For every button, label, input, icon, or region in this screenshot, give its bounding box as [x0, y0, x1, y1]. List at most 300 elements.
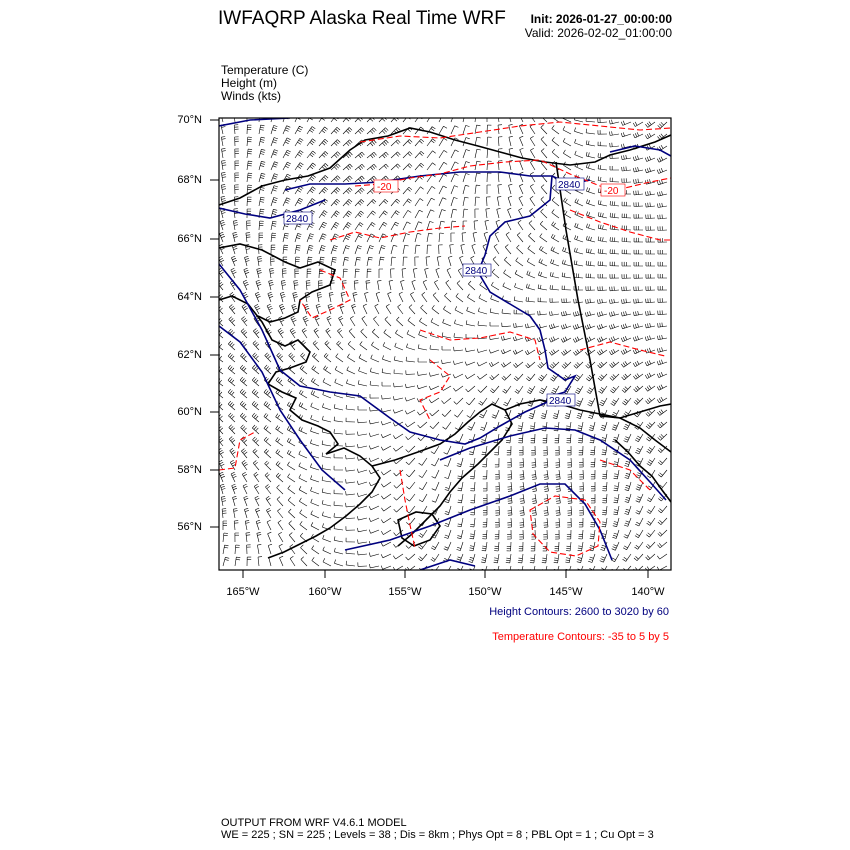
wind-barb — [658, 310, 667, 314]
wind-barb — [444, 542, 451, 550]
wind-barb — [331, 152, 340, 158]
wind-barb — [614, 494, 620, 503]
wind-barb — [613, 518, 619, 527]
wind-barb — [646, 298, 655, 302]
wind-barb — [494, 434, 499, 443]
wind-barb — [645, 156, 655, 161]
wind-barb — [265, 473, 271, 482]
wind-barb — [235, 137, 239, 146]
wind-barb — [379, 152, 388, 158]
wind-barb — [254, 484, 259, 494]
wind-barb — [271, 221, 277, 230]
wind-barb — [323, 547, 331, 554]
temperature-contour-legend: Temperature Contours: -35 to 5 by 5 — [492, 631, 669, 643]
wind-barb — [453, 386, 463, 391]
lat-label: 62°N — [177, 349, 202, 361]
wind-barb — [531, 542, 535, 551]
wind-barb — [591, 470, 595, 479]
wind-barb — [475, 209, 479, 218]
wind-barb — [586, 299, 596, 304]
wind-barb — [549, 324, 559, 329]
wind-barb — [223, 557, 229, 566]
wind-barb — [334, 525, 343, 530]
wind-barb — [483, 506, 487, 515]
wind-barb — [555, 542, 560, 551]
wind-barb — [451, 233, 455, 242]
wind-barb — [646, 410, 655, 416]
wind-barb — [326, 328, 331, 338]
wind-barb — [385, 317, 391, 326]
wind-barb — [257, 268, 262, 278]
wind-barb — [504, 257, 511, 266]
wind-barb — [355, 188, 364, 194]
wind-barb — [406, 494, 415, 501]
wind-barb — [331, 222, 339, 230]
temp-contour-gulf-loop — [530, 496, 600, 556]
wind-barb — [439, 245, 443, 254]
wind-barb — [484, 232, 488, 242]
cook-inlet-coast — [372, 404, 512, 546]
wind-barb — [283, 245, 288, 254]
wind-barb — [549, 350, 559, 356]
wind-barb — [621, 336, 631, 342]
wind-barb — [621, 121, 631, 126]
wind-barb — [657, 410, 667, 416]
wind-barb — [567, 530, 571, 539]
wind-barb — [367, 152, 377, 158]
wind-barb — [222, 161, 227, 171]
wind-barb — [514, 297, 523, 303]
wind-barb — [598, 224, 607, 230]
wind-barb — [622, 167, 631, 172]
wind-barb — [634, 214, 643, 218]
wind-barb — [598, 249, 607, 254]
wind-barb — [634, 191, 643, 195]
wind-barb — [491, 282, 499, 290]
wind-barb — [507, 542, 511, 551]
wind-barb — [391, 199, 400, 206]
wind-barb — [311, 522, 319, 530]
wind-barb — [432, 305, 439, 314]
wind-barb — [415, 245, 420, 254]
wind-barb — [624, 530, 631, 538]
wind-barb — [439, 162, 447, 170]
wind-barb — [313, 341, 319, 350]
wind-barb — [357, 432, 367, 436]
wind-barb — [347, 367, 355, 374]
wind-barb — [526, 374, 535, 381]
wind-barb — [271, 197, 278, 206]
wind-barb — [406, 370, 415, 374]
wind-barb — [369, 518, 379, 522]
wind-barb — [588, 554, 595, 563]
wind-barb — [487, 161, 492, 170]
wind-barb — [555, 434, 559, 443]
wind-barb — [235, 533, 239, 542]
wind-barb — [369, 494, 379, 498]
wind-barb — [256, 520, 260, 530]
wind-barb — [647, 494, 655, 502]
wind-barb — [417, 410, 427, 415]
wind-barb — [381, 554, 391, 558]
wind-barb — [497, 208, 501, 218]
wind-barb — [355, 257, 361, 266]
wind-barb — [322, 465, 331, 470]
wind-barb — [505, 245, 511, 255]
wind-barb — [319, 187, 328, 194]
wind-barb — [314, 328, 319, 338]
wind-barb — [495, 232, 499, 242]
wind-barb — [295, 198, 303, 206]
wind-barb — [358, 562, 367, 566]
wind-barb — [451, 197, 458, 206]
wind-barb — [311, 511, 319, 518]
wind-barb — [598, 212, 607, 218]
wind-barb — [240, 401, 247, 410]
wind-barb — [381, 446, 391, 450]
wind-barb — [358, 551, 367, 555]
wind-barb — [495, 470, 499, 479]
wind-barb — [415, 199, 423, 207]
wind-barb — [229, 425, 235, 434]
wind-barb — [542, 554, 547, 563]
wind-barb — [493, 257, 499, 266]
wind-barb — [647, 458, 655, 466]
wind-barb — [253, 341, 259, 350]
valid-time: Valid: 2026-02-02_01:00:00 — [524, 26, 672, 40]
wind-barb — [489, 362, 499, 367]
southeast-coast — [615, 440, 671, 502]
wind-barb — [240, 413, 247, 422]
wind-barb — [610, 362, 620, 368]
wind-barb — [312, 353, 319, 362]
wind-barb — [279, 556, 283, 566]
wind-barb — [217, 437, 223, 447]
wind-barb — [646, 286, 655, 290]
wind-barb — [634, 554, 643, 561]
wind-barb — [645, 373, 655, 379]
wind-barb — [233, 232, 238, 242]
wind-barb — [431, 318, 439, 326]
wind-barb — [277, 353, 283, 362]
wind-barb — [271, 174, 278, 182]
wind-barb — [277, 485, 283, 494]
wind-barb — [526, 362, 535, 368]
wind-barb — [478, 308, 487, 314]
wind-barb — [401, 280, 405, 290]
wind-barb — [228, 365, 235, 374]
temperature-contour-label: -20 — [377, 182, 392, 193]
lat-label: 60°N — [177, 406, 202, 418]
wind-barb — [343, 269, 348, 278]
wind-barb — [244, 268, 249, 278]
wind-barb — [223, 545, 229, 554]
height-contour-north — [219, 118, 290, 126]
wind-barb — [405, 422, 415, 427]
wind-barb — [586, 236, 595, 242]
wind-barb — [312, 557, 319, 566]
wind-barb — [487, 185, 491, 194]
wind-barb — [419, 530, 427, 538]
wind-barb — [242, 472, 247, 482]
wind-barb — [482, 542, 487, 551]
wind-barb — [463, 125, 470, 134]
wind-barb — [246, 533, 250, 542]
wind-barb — [312, 546, 319, 554]
wind-barb — [478, 386, 487, 393]
lon-label: 160°W — [308, 586, 342, 598]
wind-barb — [590, 530, 595, 539]
wind-barb — [367, 211, 376, 218]
wind-barb — [563, 138, 571, 146]
wind-barb — [658, 458, 667, 465]
wind-barb — [622, 274, 631, 278]
wind-barb — [283, 138, 291, 146]
height-contour-northeast — [610, 146, 671, 156]
wind-barb — [299, 486, 307, 494]
wind-barb — [450, 245, 454, 255]
wind-barb — [346, 418, 355, 422]
wind-barb — [634, 202, 643, 206]
wind-barb — [288, 497, 295, 506]
wind-barb — [586, 261, 595, 266]
wind-barb — [439, 233, 444, 242]
wind-barb — [444, 470, 451, 479]
wind-barb — [657, 203, 667, 208]
wind-barb — [346, 561, 355, 566]
wind-barb — [492, 410, 499, 418]
wind-barb — [252, 389, 259, 398]
wind-barb — [247, 137, 252, 146]
wind-barb — [369, 553, 379, 557]
wind-barb — [598, 177, 607, 182]
wind-barb — [622, 374, 631, 380]
wind-barb — [432, 494, 439, 502]
wind-barb — [553, 410, 559, 419]
wind-barb — [288, 474, 296, 482]
wind-barb — [468, 422, 475, 430]
wind-barb — [367, 269, 371, 278]
wind-barb — [331, 176, 340, 182]
wind-barb — [623, 554, 632, 561]
wind-barb — [430, 332, 439, 338]
wind-barb — [355, 152, 364, 158]
wind-barb — [625, 470, 631, 479]
wind-barb — [403, 222, 411, 230]
wind-barb — [455, 306, 463, 314]
wind-barb — [234, 113, 238, 123]
wind-barb — [346, 467, 355, 471]
wind-barb — [247, 149, 252, 158]
wind-barb — [528, 233, 535, 242]
wind-barb — [259, 221, 264, 230]
wind-barb — [355, 211, 364, 218]
wind-barb — [495, 518, 499, 527]
wind-barb — [566, 542, 571, 551]
wind-barb — [367, 140, 376, 146]
wind-barb — [470, 506, 475, 515]
wind-barb — [487, 197, 491, 206]
wind-barb — [220, 484, 225, 494]
wind-barb — [529, 221, 535, 230]
wind-barb — [281, 280, 286, 290]
wind-barb — [495, 530, 499, 539]
wind-barb — [520, 148, 524, 158]
wind-barb — [415, 151, 424, 158]
wind-barb — [563, 126, 571, 134]
wind-barb — [394, 470, 403, 476]
wind-barb — [636, 506, 643, 514]
wind-barb — [622, 238, 631, 243]
wind-barb — [480, 422, 487, 431]
wind-barb — [299, 498, 307, 506]
wind-barb — [253, 437, 260, 446]
wind-barb — [647, 518, 655, 525]
temperature-contour-label: -20 — [604, 186, 619, 197]
wind-barb — [519, 184, 523, 194]
wind-barb — [634, 398, 643, 405]
wind-barb — [539, 386, 547, 394]
wind-barb — [217, 425, 223, 434]
wind-barb — [234, 209, 239, 218]
wind-barb — [247, 197, 252, 206]
wind-barb — [621, 349, 631, 355]
wind-barb — [530, 112, 535, 122]
wind-barb — [515, 386, 523, 394]
wind-barb — [418, 422, 427, 428]
wind-barb — [266, 496, 271, 506]
wind-barb — [483, 482, 487, 491]
wind-barb — [544, 518, 549, 527]
wind-barb — [299, 451, 307, 458]
lat-label: 68°N — [177, 174, 202, 186]
wind-barb — [350, 316, 355, 326]
wind-barb — [622, 178, 631, 182]
wind-barb — [337, 341, 344, 350]
wind-barb — [578, 542, 583, 551]
wind-barb — [412, 280, 416, 290]
wind-barb — [586, 164, 595, 170]
wind-barb — [555, 446, 559, 455]
wind-barb — [530, 554, 535, 563]
wind-barb — [220, 220, 225, 230]
wind-barb — [451, 186, 458, 194]
wind-barb — [634, 238, 643, 242]
wind-barb — [657, 385, 667, 391]
wind-barb — [541, 125, 547, 134]
wind-barb — [271, 233, 276, 242]
wind-barb — [230, 448, 236, 458]
wind-barb — [646, 262, 655, 266]
wind-barb — [532, 494, 537, 504]
wind-barb — [233, 220, 238, 230]
wind-barb — [531, 446, 535, 455]
wind-barb — [276, 377, 283, 386]
wind-barb — [235, 185, 239, 194]
wind-barb — [538, 285, 547, 291]
wind-barb — [530, 422, 535, 431]
wind-barb — [233, 496, 237, 506]
wind-barb — [544, 458, 548, 467]
wind-barb — [601, 422, 608, 431]
wind-barb — [334, 466, 343, 470]
wind-barb — [307, 234, 314, 242]
wind-barb — [586, 152, 595, 158]
wind-barb — [383, 342, 391, 350]
wind-barb — [293, 292, 298, 302]
wind-barb — [269, 280, 274, 290]
wind-barb — [454, 398, 463, 404]
wind-barb — [598, 261, 607, 266]
wind-barb — [378, 280, 382, 290]
wind-barb — [410, 292, 415, 302]
wind-barb — [354, 281, 358, 290]
wind-barb — [256, 280, 261, 290]
wind-barb — [427, 186, 435, 194]
wind-barb — [382, 369, 391, 374]
wind-barb — [645, 168, 655, 173]
wind-barb — [331, 199, 340, 206]
wind-barb — [573, 350, 583, 356]
wind-barb — [276, 461, 283, 470]
wind-barb — [575, 235, 584, 242]
wind-barb — [235, 557, 240, 566]
wind-barb — [310, 440, 319, 447]
temp-contour-east — [570, 210, 671, 240]
wind-barb — [530, 184, 535, 194]
wind-barb — [300, 521, 307, 530]
wind-barb — [621, 324, 631, 329]
wind-barb — [295, 245, 301, 254]
field-label-height: Height (m) — [221, 76, 278, 90]
wind-barb — [658, 274, 667, 278]
wind-barb — [609, 120, 619, 124]
wind-barb — [405, 384, 415, 388]
wind-barb — [540, 234, 547, 243]
wind-barb — [526, 284, 535, 290]
wind-barb — [635, 446, 643, 454]
wind-barb — [406, 506, 415, 513]
wind-barb — [369, 530, 379, 534]
wind-barb — [468, 281, 475, 290]
wind-barb — [366, 281, 370, 290]
wind-barb — [520, 470, 525, 479]
wind-barb — [508, 208, 512, 218]
wind-barb — [551, 234, 559, 242]
wind-barb — [622, 250, 631, 254]
wind-barb — [253, 449, 259, 458]
wind-barb — [519, 446, 523, 455]
wind-barb — [324, 353, 331, 362]
wind-barb — [543, 530, 547, 539]
wind-barb — [575, 223, 583, 230]
wind-barb — [525, 324, 535, 328]
wind-barb — [240, 389, 247, 398]
wind-barb — [515, 270, 523, 278]
wind-barb — [388, 292, 392, 302]
wind-barb — [597, 349, 607, 355]
wind-barb — [658, 122, 667, 128]
wind-barb — [267, 520, 271, 530]
wind-barb — [277, 509, 283, 519]
wind-barb — [530, 172, 535, 182]
field-label-temperature: Temperature (C) — [221, 63, 309, 77]
wind-barb — [403, 245, 409, 254]
wind-barb — [373, 317, 379, 327]
wind-barb — [264, 437, 271, 446]
wind-barb — [585, 350, 595, 356]
wind-barb — [376, 292, 380, 302]
